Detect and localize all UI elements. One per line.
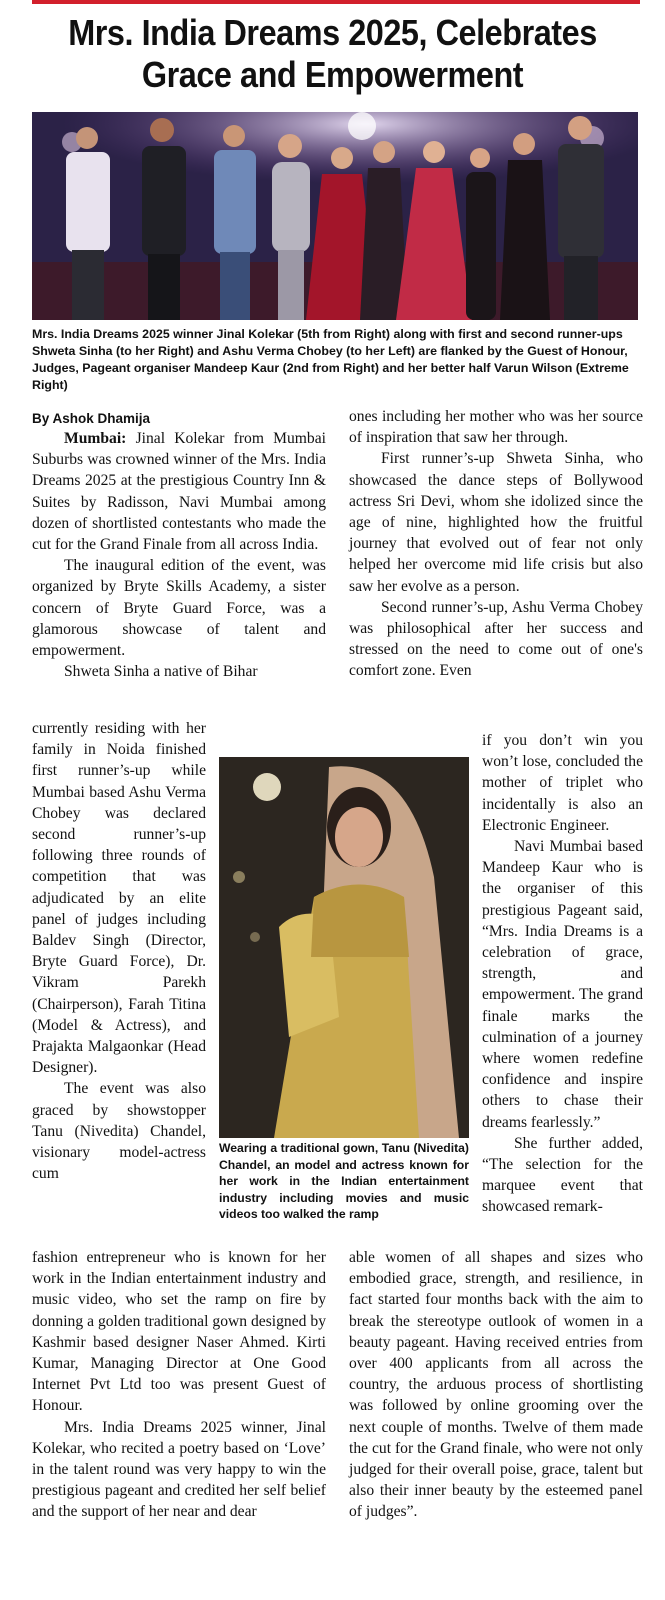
byline: By Ashok Dhamija xyxy=(32,411,151,426)
group-photo-illustration xyxy=(32,112,638,320)
left-paragraph-3: Shweta Sinha a native of Bihar xyxy=(64,663,258,681)
right-paragraph-2: First runner’s-up Shweta Sinha, who showcased the dance steps of Bollywood actress Sri Devi, whom she idolized since the age of nine, highlighted how the fruitful journey that evolved out of fear not only helped her overcome mid life crisis but also saw her evolve as a person. xyxy=(349,450,643,595)
inset-photo-illustration xyxy=(219,757,469,1138)
left-paragraph-2: The inaugural edition of the event, was organized by Bryte Skills Academy, a sister concern of Bryte Guard Force, was a glamorous showcase of talent and empowerment. xyxy=(32,557,326,660)
left-paragraph-1-text: Jinal Kolekar from Mumbai Suburbs was crowned winner of the Mrs. India Dreams 2025 at the prestigious Country Inn & Suites by Radisson, Navi Mumbai among dozen of shortlisted contestants who made the cut for the Grand Finale from all across India. xyxy=(32,430,326,554)
inset-photo-caption: Wearing a traditional gown, Tanu (Nivedita) Chandel, an model and actress known for her work in the Indian entertainment industry including movies and music videos too walked the ramp xyxy=(219,1141,469,1222)
headline xyxy=(33,12,632,96)
left-paragraph-5: Mrs. India Dreams 2025 winner, Jinal Kolekar, who recited a poetry based on ‘Love’ in the talent round was very happy to win the prestigious pageant and credited her self belief and the support of her near and dear xyxy=(32,1418,326,1521)
right-paragraph-5: She further added, “The selection for the marquee event that showcased remark- xyxy=(482,1134,643,1216)
right-paragraph-3-continued: if you don’t win you won’t lose, concluded the mother of triplet who incidentally is also an Electronic Engineer. xyxy=(482,732,643,834)
headline-line-1: Mrs. India Dreams 2025, Celebrates xyxy=(68,12,597,53)
dateline: Mumbai: xyxy=(64,430,127,447)
photo-caption: Mrs. India Dreams 2025 winner Jinal Kolekar (5th from Right) along with first and second runner-ups Shweta Sinha (to her Right) and Ashu Verma Chobey (to her Left) are flanked by the Guest of Honour, Judges, Pageant organiser Mandeep Kaur (2nd from Right) and her better half Varun Wilson (Extreme Right) xyxy=(32,327,629,392)
left-paragraph-4: The event was also graced by showstopper Tanu (Nivedita) Chandel, visionary model-actress cum xyxy=(32,1080,206,1183)
headline-line-2: Grace and Empowerment xyxy=(141,54,524,95)
left-column-bottom xyxy=(32,1247,326,1523)
right-paragraph-1: ones including her mother who was her source of inspiration that saw her through. xyxy=(349,408,643,447)
accent-bar xyxy=(32,0,640,4)
left-column-narrow xyxy=(32,718,206,1184)
left-paragraph-1 xyxy=(32,428,326,555)
left-paragraph-4-continued: fashion entrepreneur who is known for her work in the Indian entertainment industry and music video, who set the ramp on fire by donning a golden traditional gown designed by Kashmir based designer Naser Ahmed. Kirti Kumar, Managing Director at One Good Internet Pvt Ltd too was present Guest of Honour. xyxy=(32,1249,326,1415)
right-paragraph-3: Second runner’s-up, Ashu Verma Chobey was philosophical after her success and stressed on the need to come out of one's comfort zone. Even xyxy=(349,598,643,680)
group-photo xyxy=(32,112,638,320)
right-paragraph-5-continued: able women of all shapes and sizes who embodied grace, strength, and resilience, in fact started four months back with the aim to break the stereotype outlook of women in a beauty pageant. Having received entries from over 400 applicants from all across the country, the arduous process of shortlisting was followed by online grooming over the next couple of months. Twelve of them made the cut for the Grand finale, who were not only judged for their overall poise, grace, talent but also their inner beauty by the esteemed panel of judges”. xyxy=(349,1249,643,1521)
right-paragraph-4: Navi Mumbai based Mandeep Kaur who is the organiser of this prestigious Pageant said, “Mrs. India Dreams is a celebration of grace, strength, and empowerment. The grand finale marks the culmination of a journey where women redefine confidence and inspire others to chase their dreams fearlessly.” xyxy=(482,838,643,1131)
left-column-top xyxy=(32,410,326,682)
right-column-bottom xyxy=(349,1247,643,1523)
left-paragraph-3-continued: currently residing with her family in Noida finished first runner’s-up while Mumbai based Ashu Verma Chobey was declared second runner’s-up following three rounds of competition that was adjudicated by an elite panel of judges including Baldev Singh (Director, Bryte Guard Force), Dr. Vikram Parekh (Chairperson), Farah Titina (Model & Actress), and Prajakta Malgaonkar (Head Designer). xyxy=(32,720,206,1077)
right-column-narrow xyxy=(482,730,643,1218)
inset-photo xyxy=(219,757,469,1138)
right-column-top xyxy=(349,406,643,682)
